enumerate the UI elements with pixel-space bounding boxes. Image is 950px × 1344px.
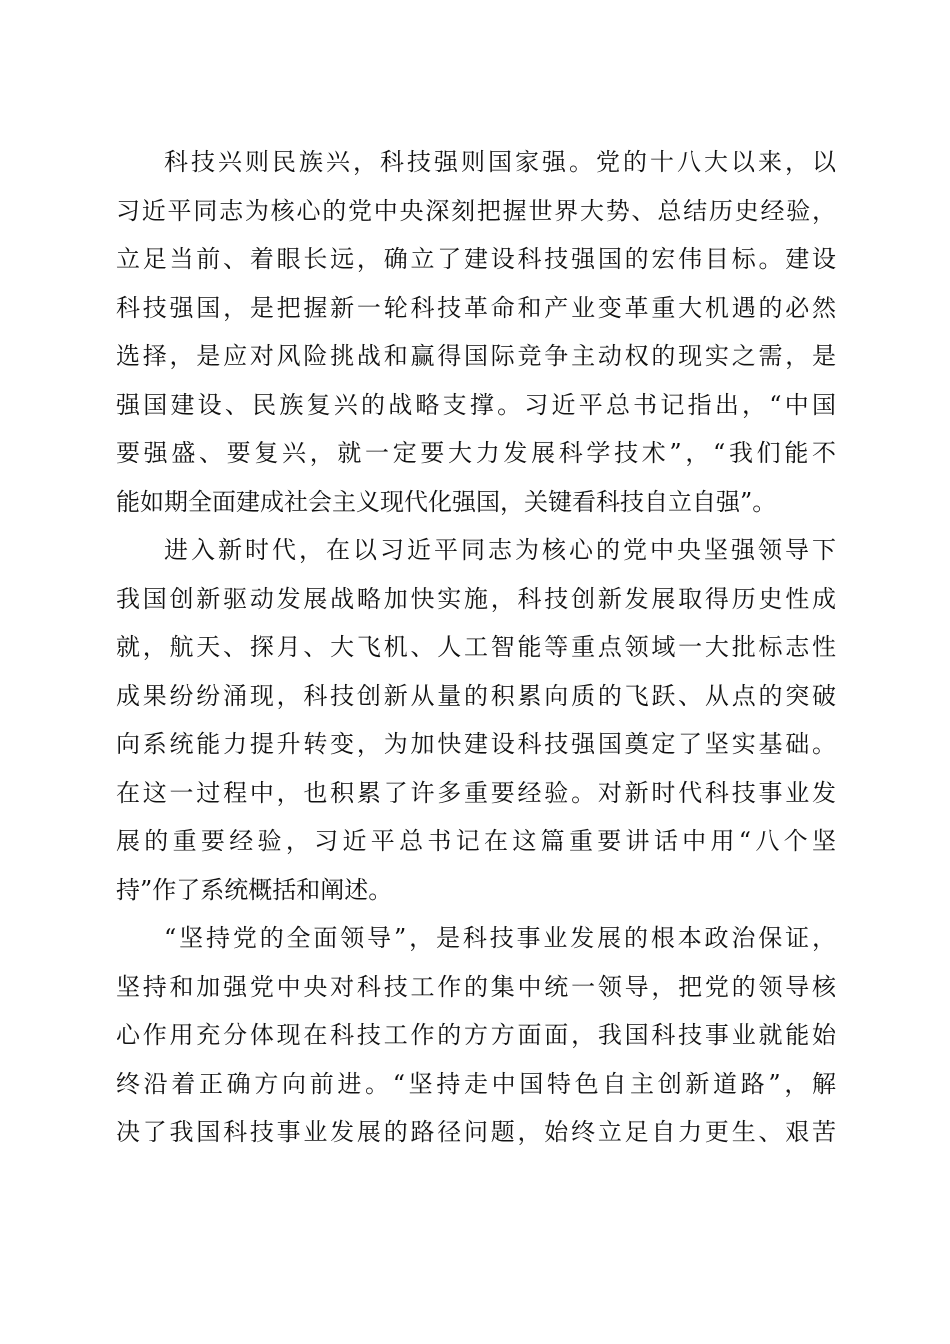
text-line: 终沿着正确方向前进。“坚持走中国特色自主创新道路”，解 bbox=[116, 1069, 836, 1098]
text-line: 能如期全面建成社会主义现代化强国，关键看科技自立自强”。 bbox=[116, 487, 777, 516]
text-line: 在这一过程中，也积累了许多重要经验。对新时代科技事业发 bbox=[116, 778, 836, 807]
text-line: 科技兴则民族兴，科技强则国家强。党的十八大以来，以 bbox=[164, 148, 836, 176]
text-line: 坚持和加强党中央对科技工作的集中统一领导，把党的领导核 bbox=[116, 972, 836, 1001]
text-line: 心作用充分体现在科技工作的方方面面，我国科技事业就能始 bbox=[116, 1021, 836, 1049]
paragraph-2 bbox=[116, 526, 836, 914]
text-line: 强国建设、民族复兴的战略支撑。习近平总书记指出，“中国 bbox=[116, 390, 836, 419]
text-line: 就，航天、探月、大飞机、人工智能等重点领域一大批标志性 bbox=[116, 633, 836, 661]
text-line: 持”作了系统概括和阐述。 bbox=[116, 875, 393, 904]
text-line: 进入新时代，在以习近平同志为核心的党中央坚强领导下 bbox=[164, 536, 836, 564]
text-line: 选择，是应对风险挑战和赢得国际竞争主动权的现实之需，是 bbox=[116, 342, 836, 370]
body-text bbox=[116, 138, 836, 1157]
text-line: “坚持党的全面领导”，是科技事业发展的根本政治保证， bbox=[164, 924, 836, 952]
paragraph-3 bbox=[116, 914, 836, 1157]
text-line: 习近平同志为核心的党中央深刻把握世界大势、总结历史经验， bbox=[116, 196, 836, 225]
text-line: 要强盛、要复兴，就一定要大力发展科学技术”，“我们能不 bbox=[116, 439, 836, 467]
paragraph-1 bbox=[116, 138, 836, 526]
text-line: 成果纷纷涌现，科技创新从量的积累向质的飞跃、从点的突破 bbox=[116, 681, 836, 710]
text-line: 展的重要经验，习近平总书记在这篇重要讲话中用“八个坚 bbox=[116, 827, 836, 855]
text-line: 决了我国科技事业发展的路径问题，始终立足自力更生、艰苦 bbox=[116, 1118, 836, 1146]
text-line: 向系统能力提升转变，为加快建设科技强国奠定了坚实基础。 bbox=[116, 730, 836, 758]
text-line: 科技强国，是把握新一轮科技革命和产业变革重大机遇的必然 bbox=[116, 293, 836, 322]
text-line: 立足当前、着眼长远，确立了建设科技强国的宏伟目标。建设 bbox=[116, 245, 836, 273]
text-line: 我国创新驱动发展战略加快实施，科技创新发展取得历史性成 bbox=[116, 584, 836, 613]
